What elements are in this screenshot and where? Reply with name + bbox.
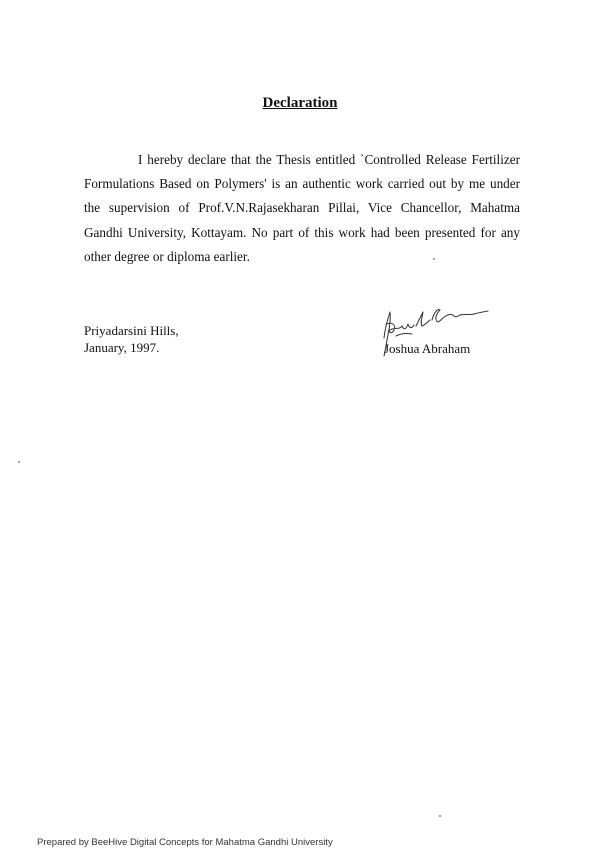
scan-speck	[18, 461, 20, 463]
footer-credit: Prepared by BeeHive Digital Concepts for Mahatma Gandhi University	[37, 837, 333, 848]
place-location: Priyadarsini Hills,	[84, 323, 179, 338]
declaration-date: January, 1997.	[84, 340, 160, 355]
page-title: Declaration	[262, 95, 338, 111]
declaration-paragraph: I hereby declare that the Thesis entitled `Controlled Release Fertilizer Formulations Based on Polymers' is an authentic work carried out by me under the supervision of Prof.V.N.Rajasekharan Pillai, Vice Chancellor, Mahatma Gandhi University, Kottayam. No part of this work had been presented for any other degree or diploma earlier.	[84, 152, 520, 264]
scan-speck	[439, 815, 441, 817]
place-date-block	[84, 322, 179, 356]
scan-speck	[433, 258, 435, 260]
signer-name: Joshua Abraham	[384, 341, 471, 356]
